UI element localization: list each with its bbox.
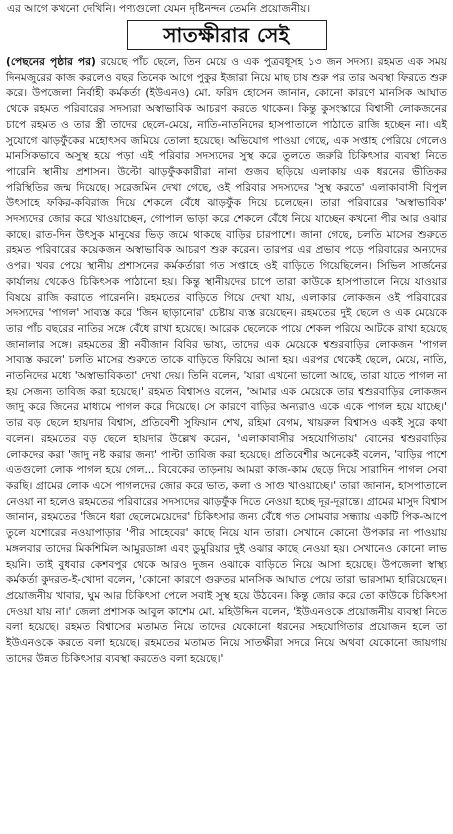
article-paragraph <box>6 55 447 667</box>
article-headline: সাতক্ষীরার সেই <box>127 20 327 50</box>
article-body <box>6 55 447 667</box>
article-text: রয়েছে পাঁচ ছেলে, তিন মেয়ে ও এক পুত্রবধূসহ ১৩ জন সদস্য। রহমত এক সময় দিনমজুরের কাজ করলেও বছর তিনেক আগে পুকুর ইজারা নিয়ে মাছ চাষ শুরু পর তার অবস্থা ফিরতে শুরু করে। উপজেলা নির্বাহী কর্মকর্তা (ইউএনও) মো. ফরিদ হোসেন জানান, কোনো কারণে মানসিক আঘাত থেকে রহমত পরিবারের সদস্যরা অস্বাভাবিক আচরণ করতে থাকেন। কিন্তু কুসংস্কারে বিশ্বাসী লোকজনের চাপে রহমত ও তার স্ত্রী তাদের ছেলে-মেয়ে, নাতি-নাতনিদের হাসপাতালে পাঠাতে রাজি হচ্ছেন না। এই সুযোগে ঝাড়ফুঁকের মহোৎসব জমিয়ে তোলা হয়েছে। অভিযোগ পাওয়া গেছে, এক সপ্তাহ পেরিয়ে গেলেও মানসিকভাবে অসুস্থ হয়ে পড়া এই পরিবার সদস্যদের সুস্থ করে তুলতে জরুরি চিকিৎসার ব্যবস্থা নিতে পারেনি স্থানীয় প্রশাসন। উল্টো ঝাড়ফুঁককারীরা নানা গুজব ছড়িয়ে এলাকায় এক ধরনের ভীতিকর পরিস্থিতির জন্ম দিয়েছে। সরেজমিন দেখা গেছে, ওই পরিবার সদস্যদের 'সুস্থ করতে' এলাকাবাসী বিপুল উৎসাহে ফকির-কবিরাজ দিয়ে শেকলে বেঁধে ঝাড়ফুঁক দিয়ে চলেছেন। তারা পরিবারের 'অস্বাভাবিক' সদস্যদের জোর করে খাওয়াচ্ছেন, গোপাল ভাড়া করে শেকলে বেঁধে নিয়ে যাচ্ছেন কখনো পীর আর ওঝার কাছে। রাত-দিন উৎসুক মানুষের ভিড় জমে থাকছে বাড়ির চারপাশে। জানা গেছে, চলতি মাসের শুরুতে রহমত পরিবারের কয়েকজন অস্বাভাবিক আচরণ শুরু করেন। তারপর এর প্রভাব পড়ে পরিবারের অন্যদের ওপর। খবর পেয়ে স্থানীয় প্রশাসনের কর্মকর্তারা গত সপ্তাহে ওই বাড়িতে গিয়েছিলেন। সিভিল সার্জনের কার্যালয় থেকেও চিকিৎসক পাঠানো হয়। কিন্তু স্থানীয়দের চাপে তারা কাউকে হাসপাতালে নিয়ে যাওয়ার বিষয়ে রাজি করাতে পারেননি। রহমতের বাড়িতে গিয়ে দেখা যায়, এলাকার লোকজন ওই পরিবারের সদস্যদের 'পাগল' সাব্যস্ত করে 'জিন ছাড়ানোর' চেষ্টায় ব্যস্ত রয়েছেন। রহমতের দুই ছেলে ও এক মেয়েকে তার পাঁচ বছরের নাতির সঙ্গে বেঁধে রাখা হয়েছে। আরেক ছেলেকে পায়ে শেকল পরিয়ে আটকে রাখা হয়েছে জানালার সঙ্গে। রহমতের স্ত্রী নবীজান বিবির ভাষ্য, তাদের এক মেয়েকে শ্বশুরবাড়ির লোকজন 'পাগল সাব্যস্ত করলে' চলতি মাসের শুরুতে তাকে বাড়িতে ফিরিয়ে আনা হয়। এরপর থেকেই ছেলে, মেয়ে, নাতি, নাতনিদের মধ্যে 'অস্বাভাবিকতা' দেখা দেয়। তিনি বলেন, 'যারা এখনো ভালো আছে, তারা যাতে পাগল না হয় সেজন্য তাবিজ করা হয়েছে।' রহমত বিশ্বাসও বলেন, 'আমার এক মেয়েকে তার শ্বশুরবাড়ির লোকজন জাদু করে জিনের মাধ্যমে পাগল করে দিয়েছে। সে কারণে বাড়ির অন্যরাও একে একে পাগল হয়ে যাচ্ছে।' তার বড় ছেলে হায়দার বিশ্বাস, প্রতিবেশী সুফিয়ান শেখ, রহিমা বেগম, খায়রুল বিশ্বাসও একই সুরে কথা বলেন। রহমতের বড় ছেলে হায়দার উল্লেখ করেন, 'এলাকাবাসীর সহযোগিতায়' বোনের শ্বশুরবাড়ির লোকদের করা 'জাদু নষ্ট করার জন্য' পাল্টা তাবিজ করা হয়েছে। প্রতিবেশীর অনেকেই বলেন, 'বাড়ির পাশে এতগুলো লোক পাগল হয়ে গেল... বিবেকের তাড়নায় আমরা কাজ-কাম ছেড়ে দিয়ে সারাদিন পাগল সেবা করছি। গ্রামের লোক এসে পাগলদের জোর করে ভাত, কলা ও সাগু খাওয়াচ্ছে।' তারা জানান, হাসপাতালে নেওয়া না হলেও রহমতের পরিবারের সদস্যদের ঝাড়ফুঁক দিতে নেওয়া হচ্ছে দূর-দূরান্তে। গ্রামের মাসুদ বিশ্বাস জানান, রহমতের 'জিনে ধরা ছেলেমেয়েদের' চিকিৎসার জন্য বেঁধে গত সোমবার সন্ধ্যায় একটি পিক-আপে তুলে যশোরের নওয়াপাড়ার 'পীর সাহেবের' কাছে নিয়ে যান তারা। সেখানে কোনো উপকার না পাওয়ায় মঙ্গলবার তাদের মিকশিমিল আমুরডাঙ্গা এবং ডুমুরিয়ার দুই ওঝার কাছে নেওয়া হয়। সেখানেও কোনো লাভ হয়নি। তাই বুধবার কেশবপুর থেকে আরও দুজন ওঝাকে বাড়িতে নিয়ে আসা হয়েছে। উপজেলা স্বাস্থ্য কর্মকর্তা কুদরত-ই-খোদা বলেন, 'কোনো কারণে গুরুতর মানসিক আঘাত পেয়ে তারা ভারসাম্য হারিয়েছেন। প্রয়োজনীয় খাবার, ঘুম আর চিকিৎসা পেলে সবাই সুস্থ হয়ে উঠবেন। কিন্তু জোর করে তো কাউকে চিকিৎসা দেওয়া যায় না।' জেলা প্রশাসক আবুল কাশেম মো. মহিউদ্দিন বলেন, 'ইউএনওকে প্রয়োজনীয় ব্যবস্থা নিতে বলা হয়েছে। রহমত বিশ্বাসের মতামত নিয়ে তাদের যেকোনো ধরনের সহযোগিতার প্রয়োজন হলে তা ইউএনওকে করতে বলা হয়েছে। রহমতের মতামত নিয়ে সাতক্ষীরা সদরে নিয়ে অথবা যেকোনো জায়গায় তাদের উন্নত চিকিৎসার ব্যবস্থা করতেও বলা হয়েছে।' <box>6 56 448 665</box>
continuation-kicker: (পেছনের পৃষ্ঠার পর) <box>6 56 96 68</box>
previous-article-closing-line: এর আগে কখনো দেখিনি। পণ্যগুলো যেমন দৃষ্টিনন্দন তেমনি প্রয়োজনীয়। <box>7 3 311 15</box>
